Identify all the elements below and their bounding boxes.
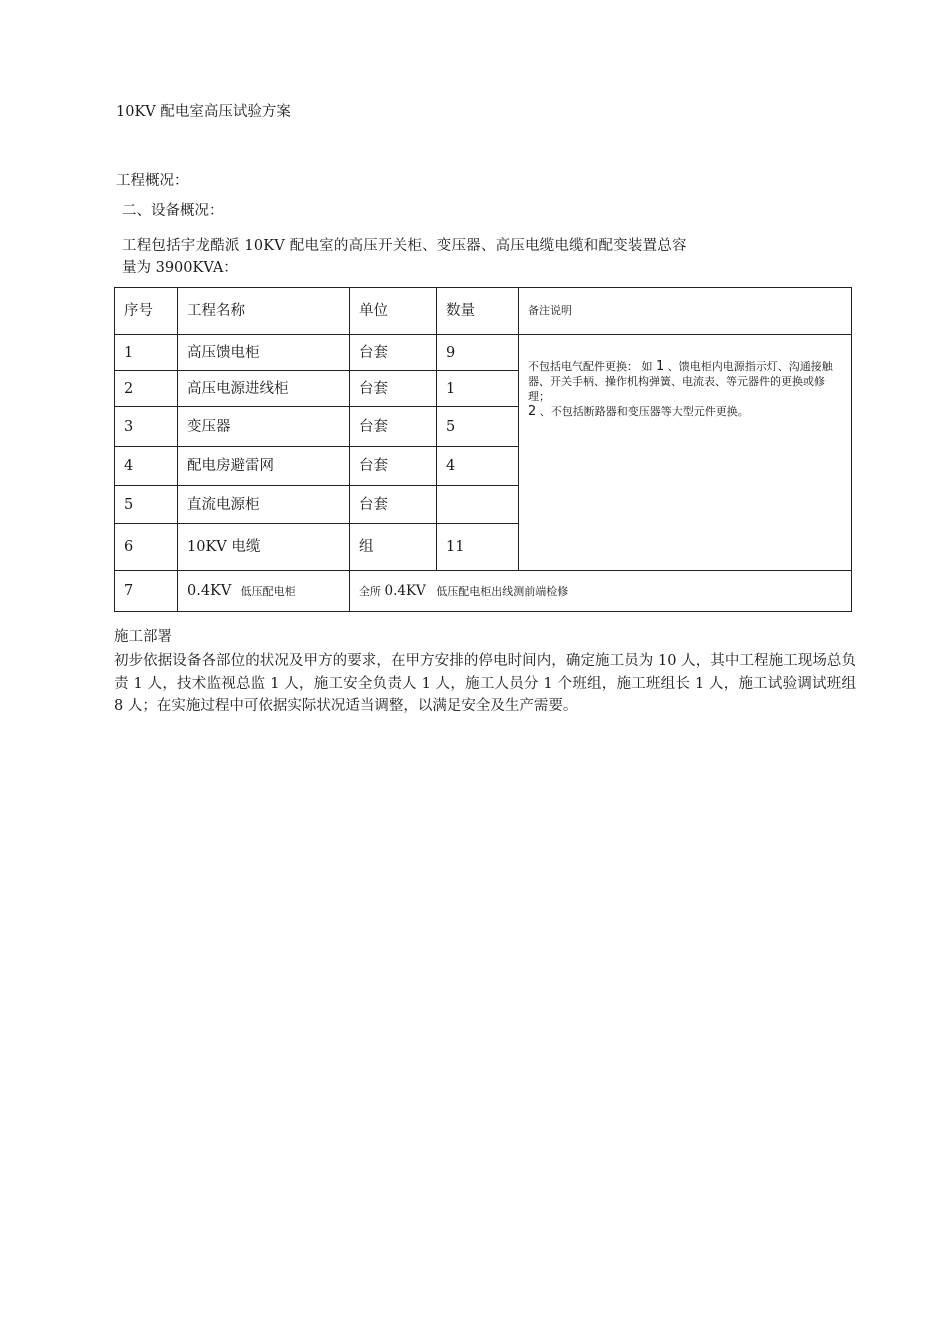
scope-text-line-1: 工程包括宇龙酷派 10KV 配电室的高压开关柜、变压器、高压电缆电缆和配变装置总容 [122, 238, 687, 254]
desc-main: 0.4KV [384, 582, 426, 599]
cell-qty: 11 [437, 524, 519, 571]
cell-no: 7 [115, 571, 178, 612]
cell-name: 变压器 [178, 407, 350, 447]
cell-qty: 4 [437, 447, 519, 486]
cell-unit: 台套 [350, 486, 437, 524]
cell-unit: 台套 [350, 447, 437, 486]
document-title: 10KV 配电室高压试验方案 [116, 104, 291, 120]
remarks-cell [519, 335, 852, 571]
equipment-heading: 二、设备概况： [122, 203, 224, 219]
cell-no: 3 [115, 407, 178, 447]
cell-name: 配电房避雷网 [178, 447, 350, 486]
header-qty: 数量 [437, 288, 519, 335]
cell-unit: 组 [350, 524, 437, 571]
remarks-part1-rest: 、馈电柜内电源指示灯、沟通接触器、开关手柄、操作机构弹簧、电流表、等元器件的更换或修理； [528, 360, 833, 403]
table-row-last [115, 571, 852, 612]
cell-no: 1 [115, 335, 178, 371]
cell-name: 10KV 电缆 [178, 524, 350, 571]
cell-no: 5 [115, 486, 178, 524]
cell-name: 高压电源进线柜 [178, 371, 350, 407]
remarks-part1-prefix: 不包括电气配件更换： 如 [528, 360, 656, 373]
cell-name: 高压馈电柜 [178, 335, 350, 371]
table-row [115, 335, 852, 371]
cell-no: 4 [115, 447, 178, 486]
overview-heading: 工程概况： [116, 173, 189, 189]
equipment-table [114, 287, 852, 612]
cell-qty [437, 486, 519, 524]
deployment-heading: 施工部署 [114, 629, 172, 645]
cell-name-main: 0.4KV [187, 582, 232, 599]
header-name: 工程名称 [178, 288, 350, 335]
cell-name [178, 571, 350, 612]
cell-qty: 9 [437, 335, 519, 371]
cell-description [350, 571, 852, 612]
cell-name-suffix: 低压配电柜 [240, 584, 296, 598]
cell-name: 直流电源柜 [178, 486, 350, 524]
cell-unit: 台套 [350, 335, 437, 371]
desc-suffix: 低压配电柜出线测前端检修 [436, 584, 569, 598]
remarks-part1-num: 1 [656, 359, 665, 374]
header-unit: 单位 [350, 288, 437, 335]
desc-prefix: 全所 [359, 584, 381, 598]
cell-unit: 台套 [350, 371, 437, 407]
cell-no: 2 [115, 371, 178, 407]
header-no: 序号 [115, 288, 178, 335]
scope-text-line-2: 量为 3900KVA： [122, 260, 238, 276]
table-header-row [115, 288, 852, 335]
cell-no: 6 [115, 524, 178, 571]
deployment-paragraph: 初步依据设备各部位的状况及甲方的要求，在甲方安排的停电时间内，确定施工员为 10 人，其中工程施工现场总负责 1 人，技术监视总监 1 人，施工安全负责人 1 人，施工人员分 1 个班组，施工班组长 1 人，施工试验调试班组 8 人；在实施过程中可依据实际状况适当调整，以满足安全及生产需要。 [114, 653, 856, 714]
cell-unit: 台套 [350, 407, 437, 447]
remarks-part2-num: 2 [528, 404, 537, 419]
header-remarks: 备注说明 [519, 288, 852, 335]
remarks-part2-rest: 、不包括断路器和变压器等大型元件更换。 [536, 405, 749, 418]
cell-qty: 1 [437, 371, 519, 407]
cell-qty: 5 [437, 407, 519, 447]
